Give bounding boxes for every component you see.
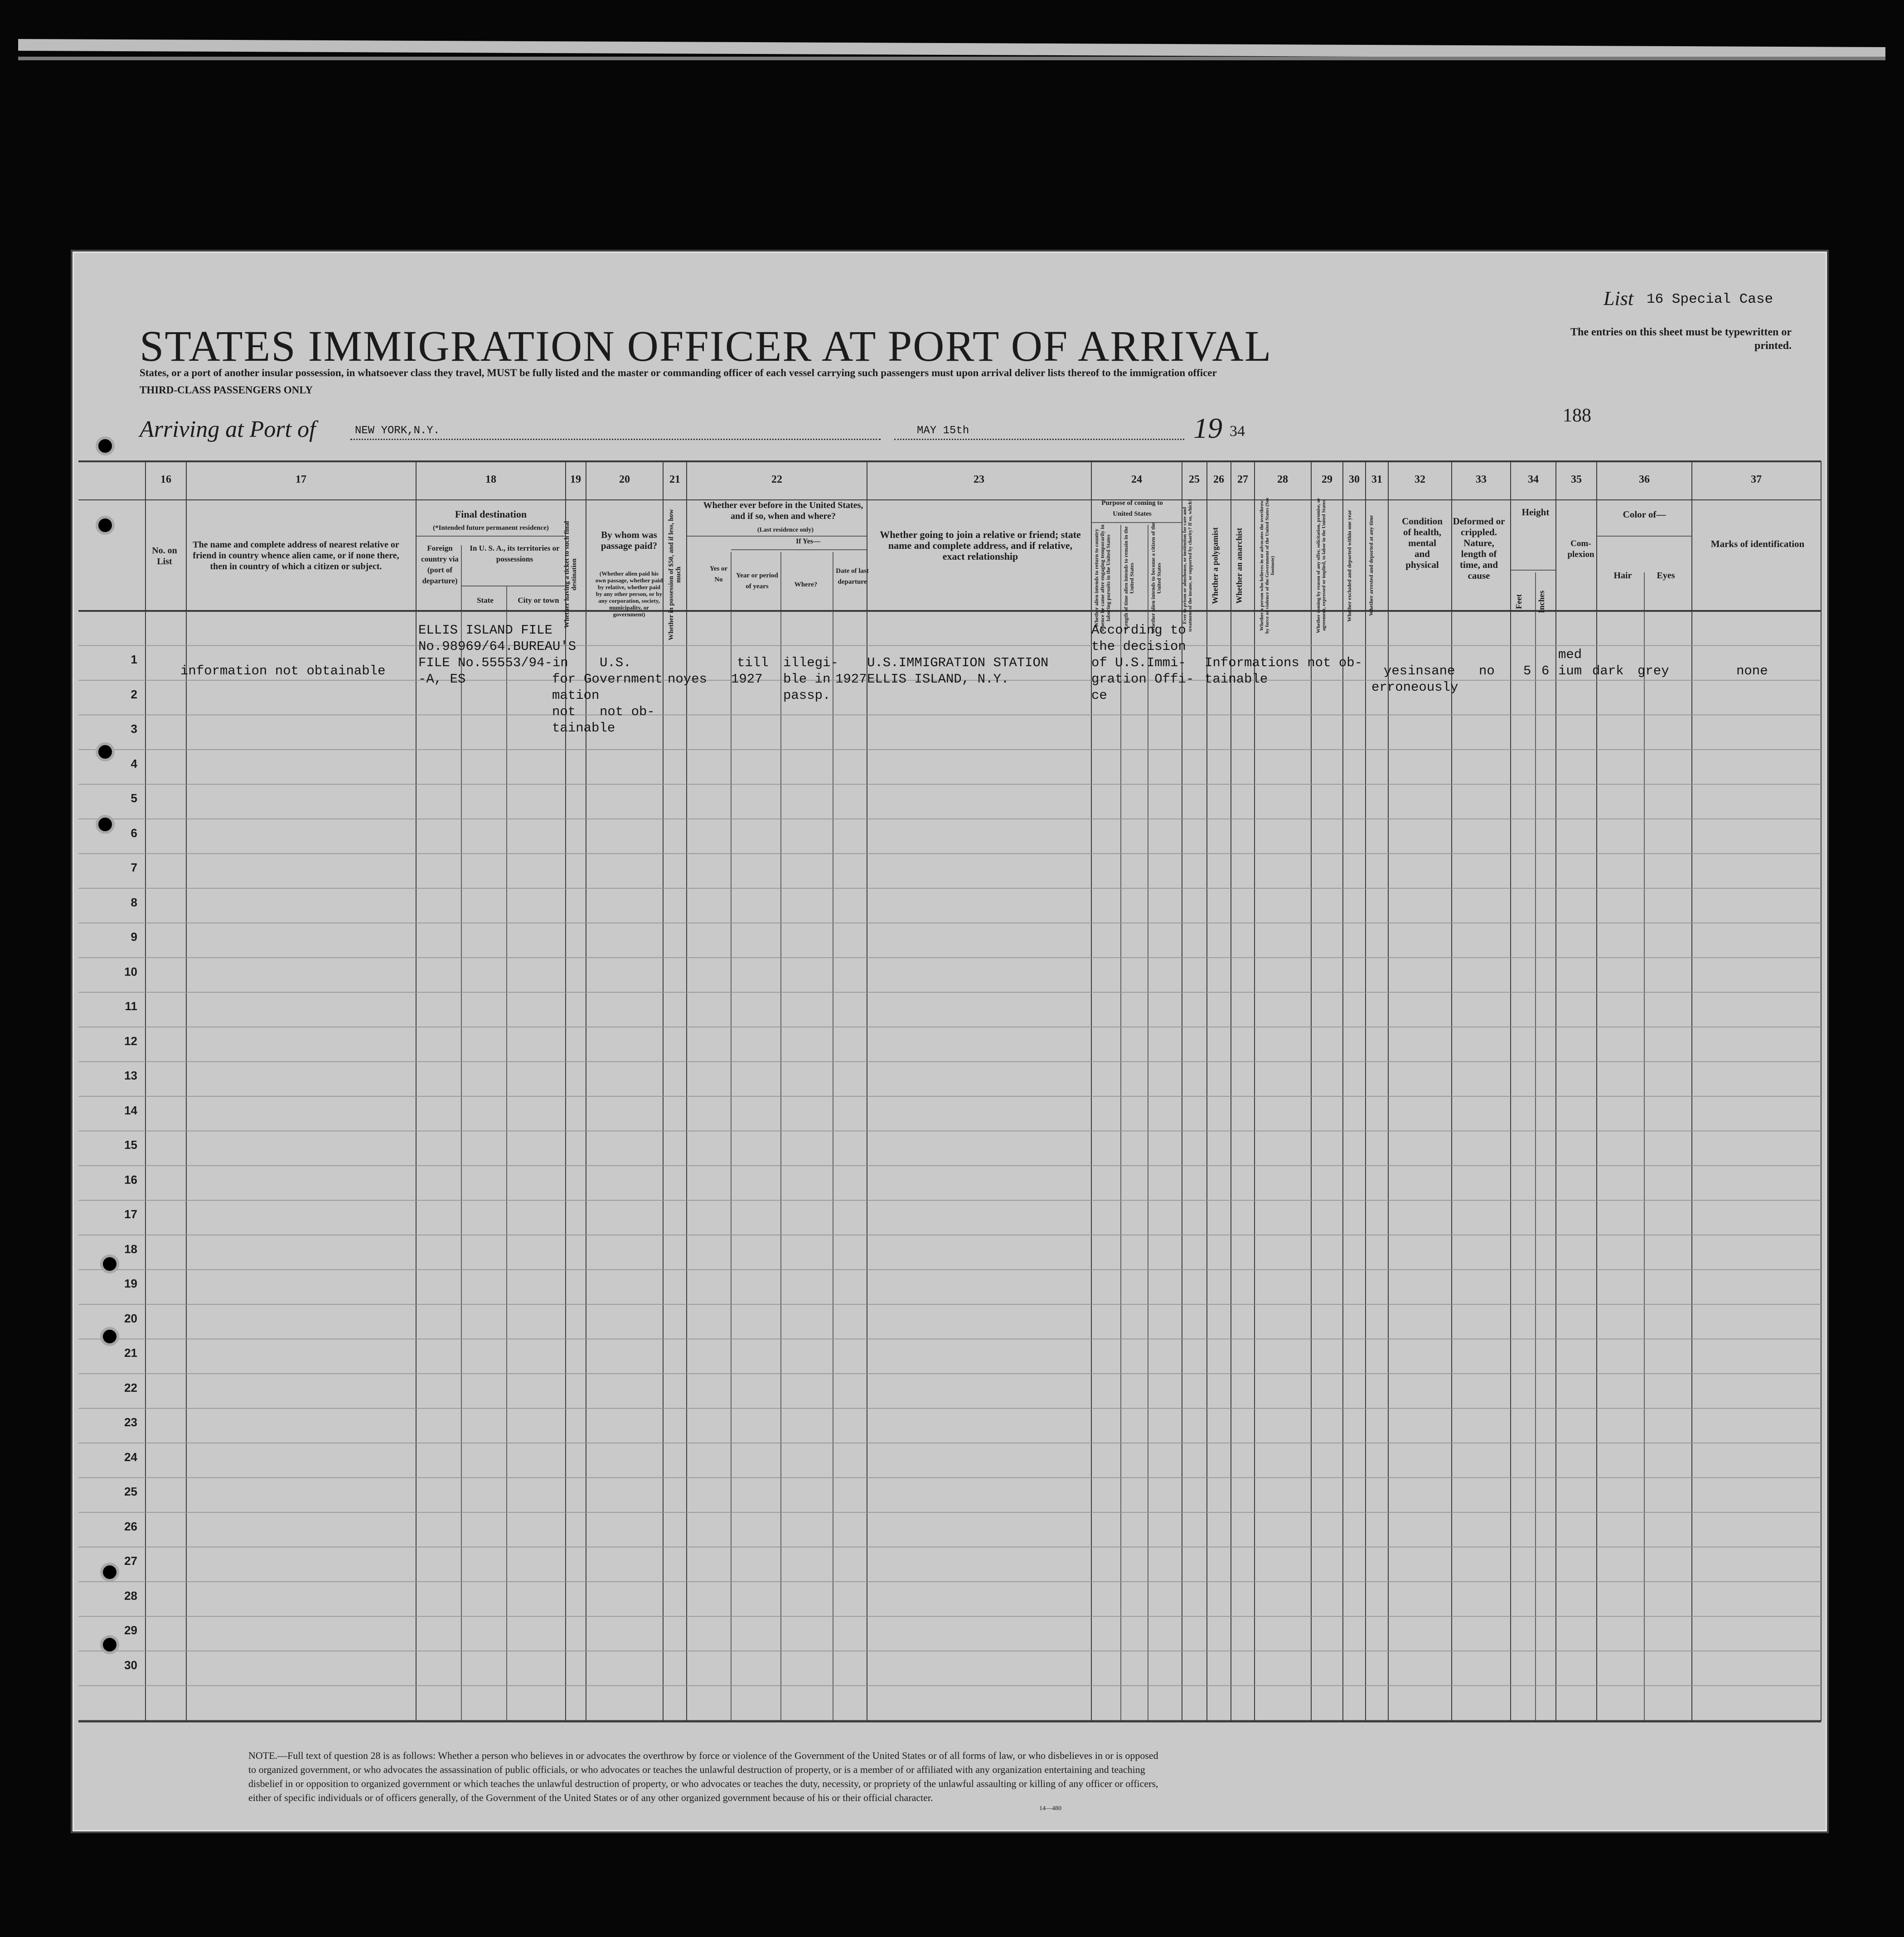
col33-header: Deformed or crippled. Nature, length of time, and cause: [1453, 516, 1505, 581]
entry-c22-date: 1927: [835, 672, 867, 687]
entry-c18-line4: -A, ES: [418, 672, 466, 687]
manifest-sheet: [73, 252, 1827, 1831]
entry-c36-eyes: grey: [1638, 663, 1669, 678]
entry-c23-line2: ELLIS ISLAND, N.Y.: [867, 672, 1009, 687]
row-number: 27: [124, 1554, 137, 1568]
arriving-label: Arriving at Port of: [140, 416, 316, 442]
entry-c19-line2: mation: [552, 688, 600, 703]
entry-c19-line3: not: [552, 704, 576, 719]
row-number: 6: [131, 826, 137, 840]
col22-years: Year or period of years: [736, 572, 778, 590]
row-number: 16: [124, 1172, 137, 1186]
row-number: 10: [124, 964, 137, 978]
row-number: 11: [125, 999, 137, 1013]
col29-header: Whether coming by reason of any offer, solicitation, promise, or agreement, expressed or implied, to labor in the United States: [1316, 498, 1327, 634]
punch-hole-icon: [96, 436, 115, 455]
entry-c22-years-line2: 1927: [731, 672, 763, 687]
row-number: 22: [124, 1380, 137, 1395]
entry-c24-line2: the decision: [1091, 639, 1186, 654]
list-value: 16 Special Case: [1647, 291, 1773, 307]
punch-hole-icon: [96, 516, 115, 535]
column-number: 24: [1131, 474, 1142, 485]
col16-header: No. on List: [152, 546, 177, 567]
col34-inches: Inches: [1537, 591, 1546, 614]
date-dotted-line: [894, 439, 1184, 440]
entry-c18-line2: No.98969/64.BUREAU'S: [418, 639, 577, 654]
entry-c18-line3: FILE No.55553/94-in: [418, 655, 568, 670]
table-grid: [74, 253, 1826, 1830]
col22-subheader: (Last residence only): [757, 527, 814, 533]
port-dotted-line: [350, 439, 881, 440]
row-number: 14: [124, 1103, 137, 1117]
row-number: 3: [131, 722, 137, 736]
entry-c32-line2: erroneously: [1371, 680, 1458, 695]
column-number: 31: [1371, 474, 1382, 485]
column-number: 25: [1189, 474, 1200, 485]
entry-c20-line2: Government: [584, 672, 663, 687]
col21-header: Whether in possession of $50, and if less, how much: [668, 509, 682, 640]
entry-c31: yes: [1384, 663, 1408, 678]
punch-hole-icon: [100, 1327, 119, 1346]
col24-header: Purpose of coming to United States: [1101, 499, 1163, 518]
row-number: 2: [131, 687, 137, 701]
column-number: 30: [1349, 474, 1360, 485]
row-number: 9: [131, 930, 137, 944]
col18-state: State: [477, 596, 494, 605]
col37-header: Marks of identification: [1710, 538, 1805, 549]
footnote: NOTE.—Full text of question 28 is as follows: Whether a person who believes in or advocates the overthrow by force or violence of the Government of the United States or of all forms of law, or who disbelieves in or is opposed to organized government, or who advocates the assassination of public officials, or who advocates or teaches the unlawful destruction of property, or is a member of or affiliated with any organization entertaining and teaching disbelief in or opposition to organized government or which teaches the unlawful destruction of property, or who advocates or teaches the duty, necessity, or propriety of the unlawful assaulting or killing of any officer or officers, either of specific individuals or of officers generally, of the Government of the United States or of any other organized government because of his or their official character.: [248, 1750, 1158, 1803]
col34-header: Height: [1521, 507, 1550, 518]
col18-subheader: (*Intended future permanent residence): [433, 524, 549, 532]
row-number: 1: [131, 653, 137, 666]
entry-c26-line1: Informations not ob-: [1205, 655, 1363, 670]
column-number: 22: [771, 474, 782, 485]
row-number: 15: [124, 1138, 137, 1152]
col36-hair: Hair: [1613, 571, 1632, 581]
col18-header: Final destination: [455, 508, 527, 520]
punch-hole-icon: [96, 815, 115, 834]
entry-c32-line1: insane: [1408, 663, 1455, 678]
row-number: 7: [131, 861, 137, 874]
entry-c26-line2: tainable: [1205, 672, 1268, 687]
row-number: 8: [131, 895, 137, 909]
entry-c36-hair: dark: [1592, 663, 1624, 678]
year-prefix: 19: [1193, 412, 1222, 444]
row-number: 24: [124, 1450, 137, 1464]
punch-hole-icon: [100, 1254, 119, 1274]
row-number: 29: [124, 1623, 137, 1637]
entry-c22-where-line2: ble in: [783, 672, 831, 687]
page-title: STATES IMMIGRATION OFFICER AT PORT OF ARRIVAL: [140, 322, 1272, 370]
entry-c20-line1: U.S.: [600, 655, 631, 670]
entry-c19-line1: for: [552, 672, 576, 687]
row-number: 28: [124, 1588, 137, 1603]
entry-c22-years-line1: till: [737, 655, 769, 670]
row-number: 26: [124, 1519, 137, 1533]
column-number: 20: [619, 474, 630, 485]
form-number: 14—480: [1039, 1805, 1061, 1812]
entry-c22-where-line3: passp.: [783, 688, 831, 703]
col20-subheader: (Whether alien paid his own passage, whether paid by relative, whether paid by any other person, or by any corporation, society, municipality, or government): [595, 570, 663, 618]
column-number: 17: [296, 474, 306, 485]
punch-hole-icon: [100, 1635, 119, 1654]
col18-city: City or town: [518, 596, 559, 605]
instruction-line: States, or a port of another insular possession, in whatsoever class they travel, MUST be fully listed and the master or commanding officer of each vessel carrying such passengers must upon arrival deliver lists thereof to the immigration officer: [140, 367, 1217, 378]
film-strip-edge: [18, 39, 1885, 59]
row-number: 13: [124, 1069, 137, 1082]
punch-hole-icon: [100, 1563, 119, 1582]
punch-hole-icon: [96, 742, 115, 761]
column-number: 18: [485, 474, 496, 485]
col30-header: Whether excluded and deported within one year: [1346, 509, 1352, 622]
entry-c24-line3: of U.S.Immi-: [1091, 655, 1186, 670]
entry-c34-feet: 5: [1523, 663, 1531, 678]
entry-c35-line2: ium: [1558, 663, 1582, 678]
entry-c22-where-line1: illegi-: [783, 655, 838, 670]
row-number: 30: [124, 1658, 137, 1672]
column-number: 33: [1476, 474, 1487, 485]
column-number: 37: [1751, 474, 1762, 485]
list-label: List: [1604, 287, 1634, 310]
col24-a: Whether alien intends to return to country whence he came after engaging temporarily in laboring pursuits in the United States: [1093, 524, 1111, 632]
column-number: 28: [1277, 474, 1288, 485]
entry-c21: noyes: [668, 672, 707, 687]
col35-header: Com-plexion: [1567, 539, 1594, 559]
row-number: 20: [124, 1311, 137, 1325]
film-strip-shadow: [18, 57, 1885, 60]
col17-header: The name and complete address of nearest relative or friend in country whence alien came, or if none there, then in country of which a citizen or subject.: [193, 540, 399, 571]
entry-c19-line4: tainable: [552, 721, 615, 736]
row-number: 23: [124, 1415, 137, 1429]
date-value: MAY 15th: [917, 425, 969, 437]
row-number: 4: [131, 756, 137, 770]
entry-c23-line1: U.S.IMMIGRATION STATION: [867, 655, 1049, 670]
column-number: 34: [1528, 474, 1539, 485]
col23-header: Whether going to join a relative or friend; state name and complete address, and if relative, exact relationship: [880, 529, 1081, 562]
entry-c24-line1: According to: [1091, 623, 1186, 638]
col24-c: Whether alien intends to become a citizen of the United States: [1150, 522, 1162, 634]
column-number: 36: [1639, 474, 1650, 485]
row-number: 17: [124, 1207, 137, 1221]
col27-header: Whether an anarchist: [1235, 528, 1244, 604]
row-number: 19: [124, 1277, 137, 1290]
col22-date: Date of last departure: [836, 567, 869, 586]
row-number: 5: [131, 791, 137, 805]
column-number: 32: [1415, 474, 1425, 485]
col18-usa: In U. S. A., its territories or possessions: [470, 544, 560, 563]
entry-c24-line5: ce: [1091, 688, 1107, 703]
col18-foreign: Foreign country via (port of departure): [421, 544, 459, 585]
column-number: 27: [1237, 474, 1248, 485]
row-number: 18: [124, 1242, 137, 1256]
entry-c33: no: [1479, 663, 1495, 678]
col32-header: Condition of health, mental and physical: [1402, 516, 1443, 570]
row-number: 21: [124, 1346, 137, 1360]
year-suffix: 34: [1230, 423, 1245, 440]
col20-header: By whom was passage paid?: [601, 529, 658, 551]
entry-c17: information not obtainable: [180, 663, 386, 678]
class-line: THIRD-CLASS PASSENGERS ONLY: [140, 384, 313, 396]
row-number: 25: [124, 1485, 137, 1498]
col26-header: Whether a polygamist: [1211, 527, 1220, 604]
column-number: 26: [1213, 474, 1224, 485]
entry-c18-line1: ELLIS ISLAND FILE: [418, 623, 552, 638]
column-number: 29: [1322, 474, 1332, 485]
entry-c20-line3: not ob-: [600, 704, 655, 719]
entry-c24-line4: gration Offi-: [1091, 672, 1194, 687]
col31-header: Whether arrested and deported at any time: [1368, 515, 1374, 616]
col36-header: Color of—: [1623, 509, 1666, 520]
column-number: 21: [669, 474, 680, 485]
col36-eyes: Eyes: [1657, 571, 1675, 581]
entry-c37: none: [1736, 663, 1768, 678]
entries-note: The entries on this sheet must be typewritten or printed.: [1570, 326, 1792, 352]
sheet-number: 188: [1563, 405, 1591, 426]
col28-header: Whether a person who believes in or advocates the overthrow by force or violence of the Government of the United States (See footnote): [1259, 498, 1275, 634]
column-number: 23: [974, 474, 984, 485]
column-number: 16: [160, 474, 171, 485]
col25-header: Ever in prison or almshouse, or institution for care and treatment of the insane, or supported by charity? If so, which?: [1182, 499, 1193, 632]
column-number: 35: [1571, 474, 1582, 485]
row-number: 12: [124, 1034, 137, 1048]
column-number: 19: [570, 474, 581, 485]
entry-c35-line1: med: [1558, 647, 1582, 662]
col22-ifyes: If Yes—: [795, 538, 821, 545]
port-value: NEW YORK,N.Y.: [355, 425, 440, 437]
col19-header: Whether having a ticket to such final destination: [563, 521, 578, 629]
entry-c34-inches: 6: [1541, 663, 1550, 678]
col22-where: Where?: [794, 581, 818, 588]
col22-yesno: Yes or No: [709, 565, 728, 583]
col34-feet: Feet: [1514, 594, 1523, 610]
col22-header: Whether ever before in the United States, and if so, when and where?: [703, 500, 863, 521]
col24-b: Length of time alien intends to remain in the United States: [1123, 526, 1135, 630]
